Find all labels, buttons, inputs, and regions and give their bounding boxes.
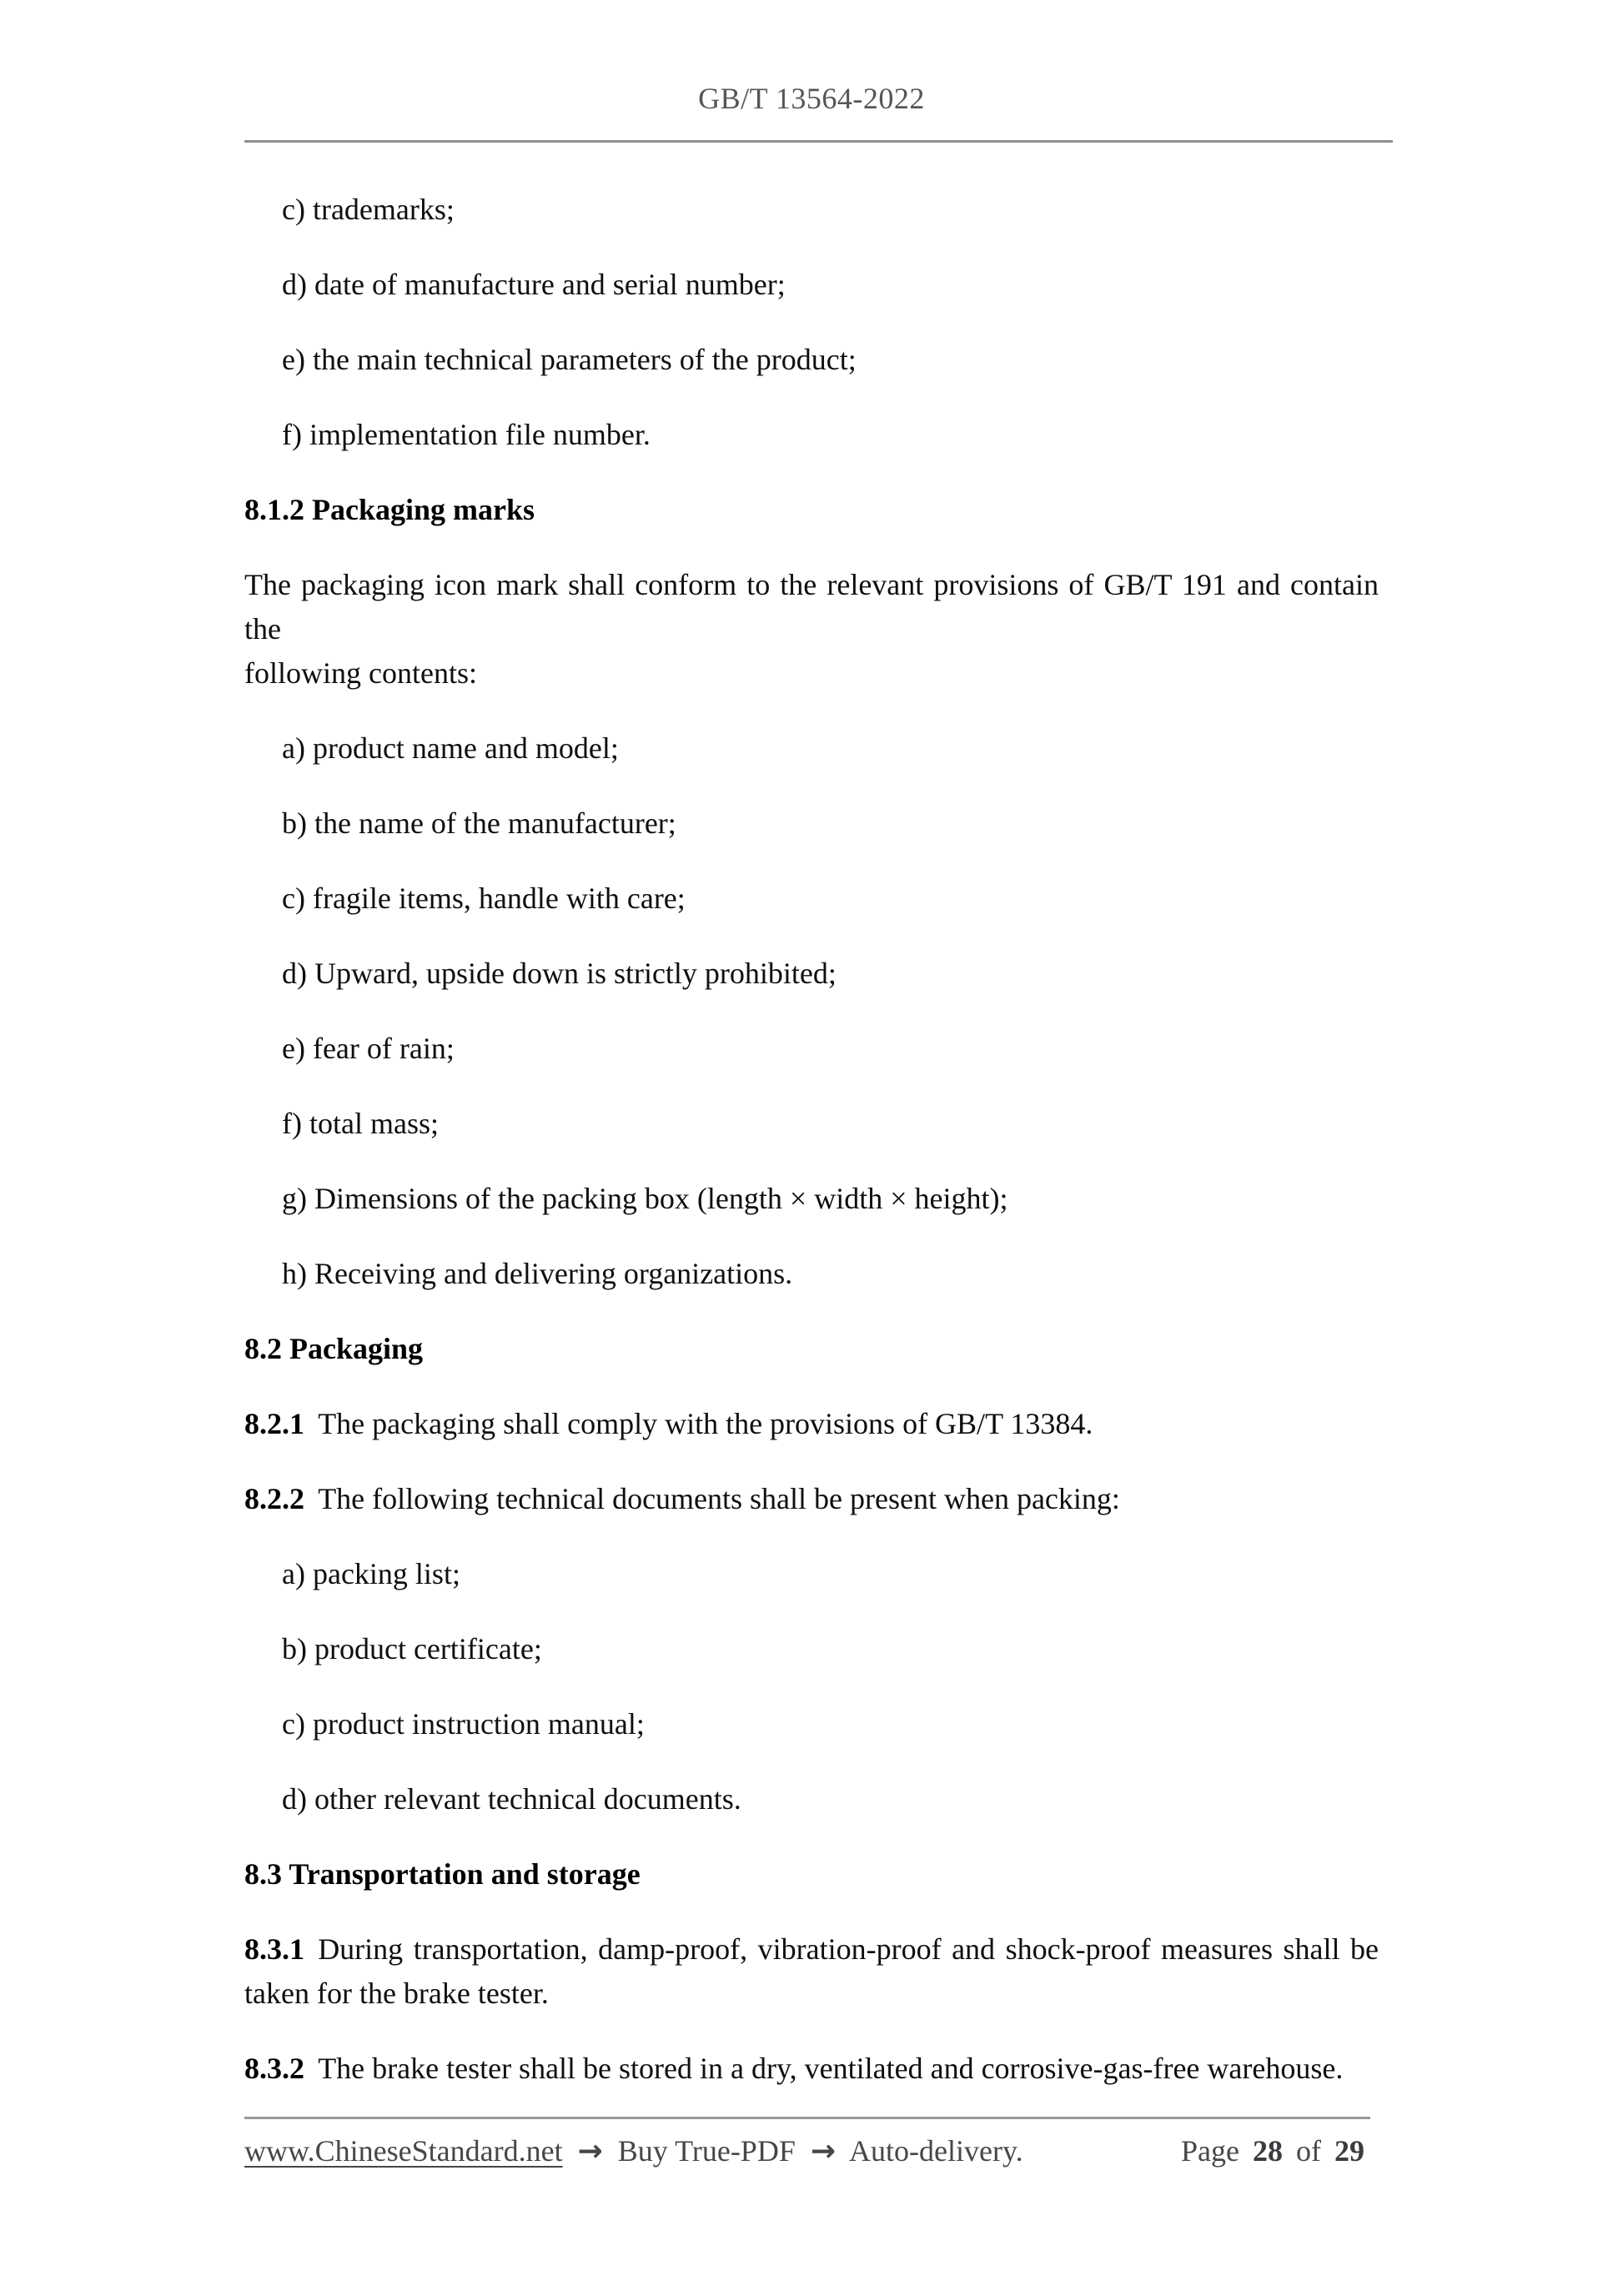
- text-line: [244, 1477, 1379, 1521]
- page-footer: [244, 2132, 1370, 2171]
- clause-number: 8.3.2: [244, 2052, 304, 2085]
- list-item: [244, 338, 1379, 382]
- page-current: 28: [1253, 2134, 1283, 2168]
- text-line: c) product instruction manual;: [282, 1707, 645, 1741]
- footer-action-delivery: Auto-delivery.: [849, 2134, 1023, 2168]
- clause-text: The brake tester shall be stored in a dry, ventilated and corrosive-gas-free warehouse.: [318, 2052, 1344, 2085]
- clause-text: During transportation, damp-proof, vibration-proof and shock-proof measures shall be: [318, 1932, 1379, 1966]
- clause-text: The following technical documents shall be present when packing:: [318, 1482, 1120, 1515]
- text-line: d) Upward, upside down is strictly prohibited;: [282, 957, 837, 990]
- list-item: [244, 263, 1379, 307]
- clause-paragraph: [244, 1927, 1379, 2016]
- section-heading: [244, 488, 1379, 532]
- page-label: Page: [1181, 2134, 1239, 2168]
- text-line: [244, 1927, 1379, 1972]
- clause-paragraph: [244, 1402, 1379, 1446]
- page-indicator: [1181, 2132, 1370, 2170]
- list-item: [244, 801, 1379, 846]
- list-item: [244, 1177, 1379, 1221]
- text-line: 8.3 Transportation and storage: [244, 1857, 641, 1891]
- standard-code: GB/T 13564-2022: [698, 82, 925, 115]
- list-item: [244, 1252, 1379, 1296]
- of-label: of: [1296, 2134, 1321, 2168]
- text-line: d) other relevant technical documents.: [282, 1782, 741, 1816]
- text-line: following contents:: [244, 656, 477, 690]
- arrow-right-icon: →: [810, 2134, 837, 2168]
- list-item: [244, 726, 1379, 771]
- text-line: h) Receiving and delivering organizations.: [282, 1257, 793, 1290]
- body-paragraph: [244, 563, 1379, 696]
- clause-text: The packaging shall comply with the provisions of GB/T 13384.: [318, 1407, 1093, 1440]
- section-heading: [244, 1852, 1379, 1897]
- page-total: 29: [1334, 2134, 1364, 2168]
- text-line: c) fragile items, handle with care;: [282, 882, 686, 915]
- text-line: a) packing list;: [282, 1557, 460, 1590]
- text-line: b) the name of the manufacturer;: [282, 806, 676, 840]
- list-item: [244, 1777, 1379, 1821]
- list-item: [244, 952, 1379, 996]
- text-line: g) Dimensions of the packing box (length × width × height);: [282, 1182, 1008, 1215]
- text-line: taken for the brake tester.: [244, 1977, 549, 2010]
- text-line: 8.2 Packaging: [244, 1332, 424, 1365]
- text-line: The packaging icon mark shall conform to the relevant provisions of GB/T 191 and contain the: [244, 568, 1379, 646]
- arrow-right-icon: →: [577, 2134, 603, 2168]
- text-line: 8.1.2 Packaging marks: [244, 493, 535, 526]
- list-item: [244, 188, 1379, 232]
- text-line: c) trademarks;: [282, 193, 455, 226]
- list-item: [244, 1552, 1379, 1596]
- text-line: f) implementation file number.: [282, 418, 651, 451]
- text-line: f) total mass;: [282, 1107, 439, 1140]
- text-line: [244, 2047, 1379, 2091]
- list-item: [244, 413, 1379, 457]
- clause-number: 8.2.2: [244, 1482, 304, 1515]
- list-item: [244, 1027, 1379, 1071]
- text-line: b) product certificate;: [282, 1632, 542, 1665]
- clause-paragraph: [244, 1477, 1379, 1521]
- footer-rule: [244, 2117, 1370, 2119]
- list-item: [244, 1102, 1379, 1146]
- text-line: d) date of manufacture and serial number;: [282, 268, 786, 301]
- text-line: a) product name and model;: [282, 731, 619, 765]
- footer-action-buy: Buy True-PDF: [617, 2134, 796, 2168]
- footer-site-link[interactable]: www.ChineseStandard.net: [244, 2134, 563, 2168]
- list-item: [244, 1702, 1379, 1746]
- clause-paragraph: [244, 2047, 1379, 2091]
- clause-number: 8.3.1: [244, 1932, 304, 1966]
- footer-left: [244, 2132, 1023, 2171]
- clause-number: 8.2.1: [244, 1407, 304, 1440]
- text-line: e) the main technical parameters of the product;: [282, 343, 857, 376]
- text-line: [244, 1402, 1379, 1446]
- text-line: e) fear of rain;: [282, 1032, 455, 1065]
- document-body: [244, 0, 1379, 2122]
- section-heading: [244, 1327, 1379, 1371]
- list-item: [244, 1627, 1379, 1671]
- list-item: [244, 877, 1379, 921]
